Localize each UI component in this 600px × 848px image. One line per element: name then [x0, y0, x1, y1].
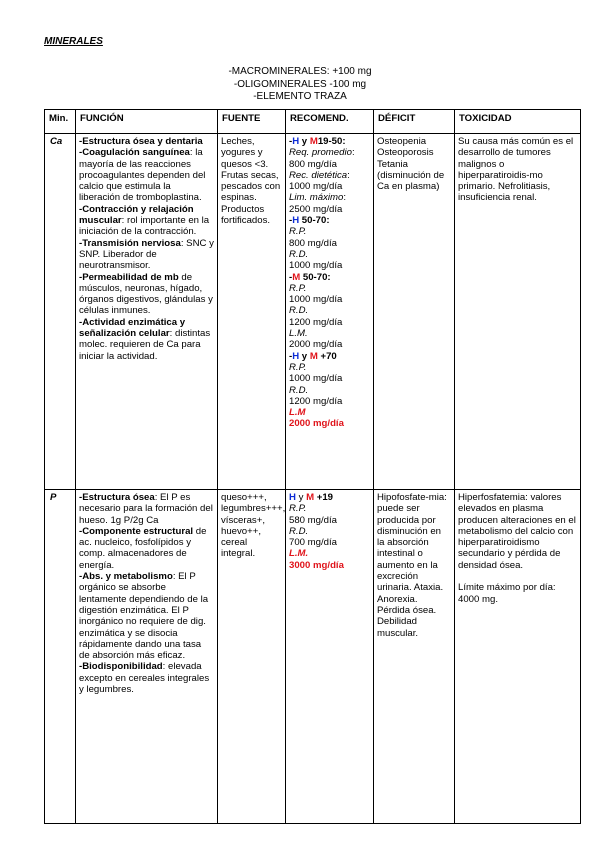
header-funcion: FUNCIÓN	[76, 110, 218, 134]
function-title: -Abs. y metabolismo	[79, 571, 173, 583]
rec-label: R.D.	[289, 525, 309, 537]
rec-label: R.D.	[289, 384, 309, 396]
funcion-cell	[76, 134, 218, 490]
rec-label: L.M.	[289, 328, 308, 340]
rec-label: Rec. dietética	[289, 169, 348, 181]
header-toxicidad: TOXICIDAD	[455, 110, 581, 134]
rec-value: 800 mg/día	[289, 158, 338, 170]
rec-value: 700 mg/día	[289, 537, 338, 549]
header-recomend: RECOMEND.	[286, 110, 374, 134]
rec-label: R.P.	[289, 503, 307, 515]
rec-label: L.M.	[289, 548, 309, 560]
header-fuente: FUENTE	[218, 110, 286, 134]
function-text: de músculos, neuronas, hígado, órganos digestivos, glándulas y células inmunes.	[79, 271, 213, 317]
rec-value: 1000 mg/día	[289, 181, 343, 193]
funcion-cell	[76, 490, 218, 824]
rec-label: Req. promedio	[289, 147, 352, 159]
mineral-cell: Ca	[45, 134, 76, 490]
function-text: : la mayoría de las reacciones procoagulantes dependen del calcio que estimula la liberación de tromboplastina.	[79, 147, 206, 204]
fuente-cell: Leches, yogures y quesos <3. Frutas secas, pescados con espinas. Productos fortificados.	[218, 134, 286, 490]
rec-label: R.P.	[289, 282, 307, 294]
header-min: Min.	[45, 110, 76, 134]
rec-value: 2000 mg/día	[289, 339, 343, 351]
rec-label: R.D.	[289, 248, 309, 260]
function-title: -Componente estructural	[79, 525, 194, 537]
rec-value: 580 mg/día	[289, 514, 338, 526]
function-text: : elevada excepto en cereales integrales y legumbres.	[79, 661, 210, 696]
rec-value: 1000 mg/día	[289, 294, 343, 306]
group-heading: -H y M +70	[289, 350, 337, 362]
rec-label: R.D.	[289, 305, 309, 317]
function-text: : El P orgánico se absorbe lentamente dependiendo de la digestión enzimática. El P inorgánico no requiere de dig. enzimática y se disocia rápidamente dando una tasa de absorción más eficaz.	[79, 571, 209, 662]
rec-value-highlight: 3000 mg/día	[289, 559, 344, 571]
intro-line: -MACROMINERALES: +100 mg	[228, 66, 372, 77]
deficit-cell: Hipofosfate-mia: puede ser producida por disminución en la absorción intestinal o aumento en la excreción urinaria. Ataxia. Anorexia. Pérdida ósea. Debilidad muscular.	[374, 490, 455, 824]
rec-value: 800 mg/día	[289, 237, 338, 249]
rec-value: 2500 mg/día	[289, 203, 343, 215]
fuente-cell: queso+++, legumbres+++, vísceras+, huevo++, cereal integral.	[218, 490, 286, 824]
recomend-cell: -H y M19-50: Req. promedio: 800 mg/día Rec. dietética: 1000 mg/día Lim. máximo: 2500 mg/día -H 50-70: R.P. 800 mg/día R.D. 1000 mg/día -M 50-70: R.P. 1000 mg/día R.D. 1200 mg/día L.M. 2000 mg/día -H y M +70 R.P. 1000 mg/día R.D. 1200 mg/día L.M 2000 mg/día	[286, 134, 374, 490]
function-title: -Biodisponibilidad	[79, 661, 163, 673]
mineral-cell: P	[45, 490, 76, 824]
rec-label: R.P.	[289, 226, 307, 238]
intro-line: -ELEMENTO TRAZA	[253, 91, 347, 102]
function-text: : distintas molec. requieren de Ca para iniciar la actividad.	[79, 328, 211, 362]
function-title: -Coagulación sanguínea	[79, 147, 190, 159]
function-title: -Transmisión nerviosa	[79, 237, 181, 249]
group-heading: -H y M19-50:	[289, 136, 346, 147]
rec-value: 1200 mg/día	[289, 316, 343, 328]
intro-block	[0, 66, 600, 104]
recomend-cell	[286, 490, 374, 824]
rec-value: 1200 mg/día	[289, 395, 343, 407]
rec-value: 1000 mg/día	[289, 260, 343, 272]
function-title: -Contracción y relajación muscular	[79, 203, 194, 227]
function-title: -Permeabilidad de mb	[79, 271, 179, 283]
function-text: : SNC y SNP. Liberador de neurotransmisor.	[79, 237, 214, 272]
group-heading: -H 50-70:	[289, 215, 330, 227]
deficit-cell: Osteopenia Osteoporosis Tetania (disminución de Ca en plasma)	[374, 134, 455, 490]
function-title: -Actividad enzimática y señalización celular	[79, 316, 186, 340]
table-row-p	[45, 490, 581, 824]
group-heading: H y M +19	[289, 492, 334, 503]
intro-line: -OLIGOMINERALES -100 mg	[233, 78, 367, 90]
header-deficit: DÉFICIT	[374, 110, 455, 134]
function-text: : rol importante en la iniciación de la contracción.	[79, 215, 210, 238]
rec-label: R.P.	[289, 361, 307, 373]
toxicidad-limit: Límite máximo por día: 4000 mg.	[458, 582, 556, 605]
function-text: : El P es necesario para la formación del hueso. 1g P/2g Ca	[79, 492, 213, 526]
rec-label: Lim. máximo	[289, 192, 344, 204]
toxicidad-cell: Su causa más común es el desarrollo de tumores malignos o hiperparatiroidis-mo primario. Nefrolitiasis, insuficiencia renal.	[455, 134, 581, 490]
toxicidad-text: Hiperfosfatemia: valores elevados en plasma producen alteraciones en el metabolismo del calcio con hiperparatiroidismo secundario y pérdida de densidad ósea.	[458, 492, 576, 571]
rec-value: 1000 mg/día	[289, 373, 343, 385]
header-row	[45, 110, 581, 134]
group-heading: -M 50-70:	[289, 271, 331, 283]
function-text: de ac. nucleico, fosfolípidos y comp. almacenadores de energía.	[79, 525, 207, 571]
rec-value-highlight: 2000 mg/día	[289, 418, 344, 430]
function-title: -Estructura ósea	[79, 492, 155, 503]
minerals-table	[44, 109, 581, 824]
toxicidad-cell	[455, 490, 581, 824]
function-title: -Estructura ósea y dentaria	[79, 136, 203, 147]
table-row-ca	[45, 134, 581, 490]
rec-label: L.M	[289, 407, 306, 419]
page-title: MINERALES	[44, 36, 103, 47]
